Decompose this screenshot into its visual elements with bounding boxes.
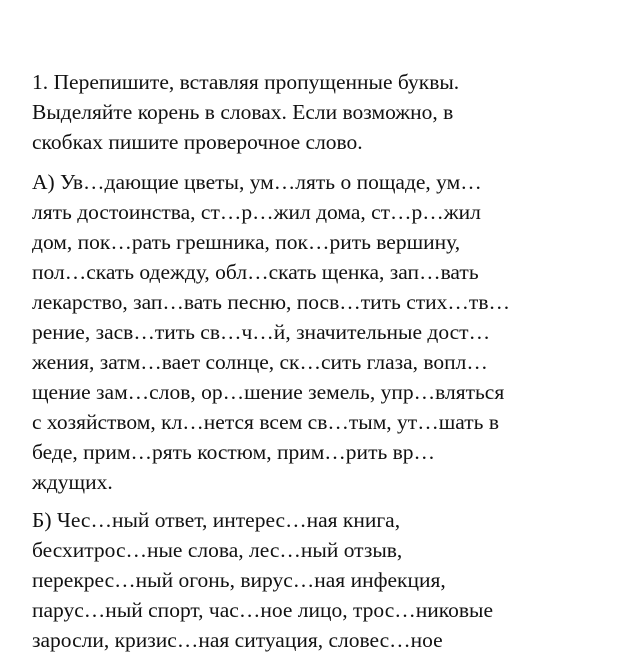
text-line: беде, прим…рять костюм, прим…рить вр… — [32, 440, 436, 464]
text-line: лять достоинства, ст…р…жил дома, ст…р…жил — [32, 200, 481, 224]
text-line: скобках пишите проверочное слово. — [32, 130, 363, 154]
text-line: Б) Чес…ный ответ, интерес…ная книга, — [32, 508, 401, 532]
text-line: бесхитрос…ные слова, лес…ный отзыв, — [32, 538, 403, 562]
text-line: Выделяйте корень в словах. Если возможно, в — [32, 100, 454, 124]
text-line: дом, пок…рать грешника, пок…рить вершину, — [32, 230, 461, 254]
text-line: заросли, кризис…ная ситуация, словес…ное — [32, 628, 443, 652]
task-instructions — [32, 67, 632, 157]
text-line: пол…скать одежду, обл…скать щенка, зап…вать — [32, 260, 479, 284]
text-line: ждущих. — [32, 470, 113, 494]
text-line: с хозяйством, кл…нется всем св…тым, ут…шать в — [32, 410, 499, 434]
section-b — [32, 505, 632, 655]
text-line: перекрес…ный огонь, вирус…ная инфекция, — [32, 568, 446, 592]
section-a — [32, 167, 632, 497]
text-line: жения, затм…вает солнце, ск…сить глаза, вопл… — [32, 350, 488, 374]
text-line: А) Ув…дающие цветы, ум…лять о пощаде, ум… — [32, 170, 482, 194]
text-line: 1. Перепишите, вставляя пропущенные буквы. — [32, 70, 460, 94]
text-line: щение зам…слов, ор…шение земель, упр…вляться — [32, 380, 505, 404]
text-line: лекарство, зап…вать песню, посв…тить стих…тв… — [32, 290, 510, 314]
text-line: рение, засв…тить св…ч…й, значительные дост… — [32, 320, 491, 344]
text-line: парус…ный спорт, час…ное лицо, трос…никовые — [32, 598, 494, 622]
